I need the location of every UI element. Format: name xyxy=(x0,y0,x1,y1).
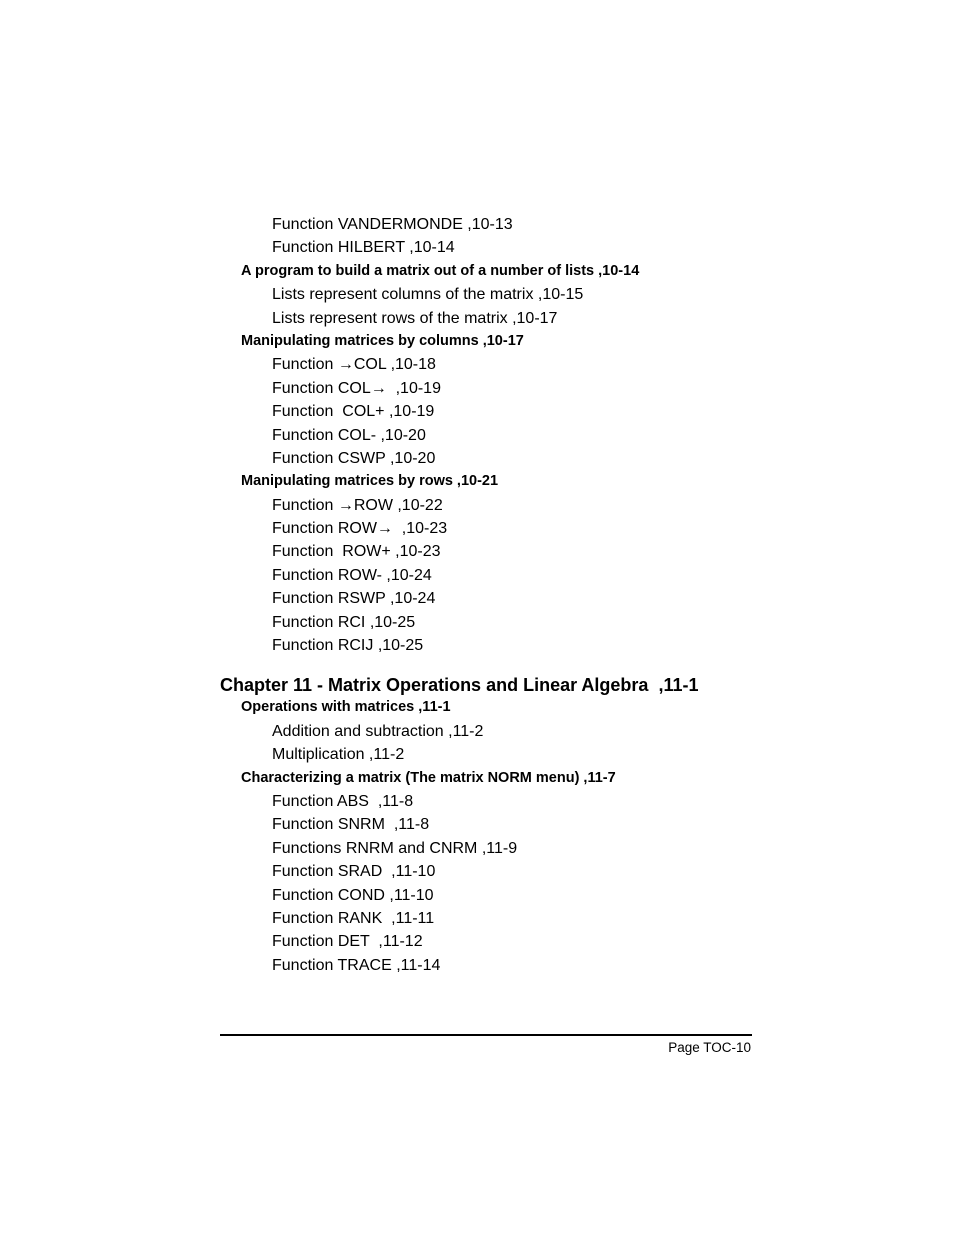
toc-entry[interactable]: Function RCI ,10-25 xyxy=(272,613,416,631)
footer-divider xyxy=(220,1034,752,1036)
toc-entry[interactable]: Function ROW- ,10-24 xyxy=(272,566,432,584)
toc-entry[interactable]: Function COND ,11-10 xyxy=(272,886,434,904)
toc-entry[interactable]: Function SNRM ,11-8 xyxy=(272,816,430,834)
toc-section-heading[interactable]: A program to build a matrix out of a number of lists ,10-14 xyxy=(241,262,640,279)
toc-entry[interactable]: Function →ROW ,10-22 xyxy=(272,496,443,514)
toc-entry[interactable]: Function VANDERMONDE ,10-13 xyxy=(272,216,513,233)
toc-chapter-heading[interactable]: Chapter 11 - Matrix Operations and Linear Algebra ,11-1 xyxy=(220,675,699,696)
toc-entry[interactable]: Function RCIJ ,10-25 xyxy=(272,637,424,655)
toc-section-heading[interactable]: Operations with matrices ,11-1 xyxy=(241,699,451,716)
toc-entry[interactable]: Multiplication ,11-2 xyxy=(272,746,405,764)
toc-entry[interactable]: Function HILBERT ,10-14 xyxy=(272,239,455,257)
toc-entry[interactable]: Function COL- ,10-20 xyxy=(272,426,426,444)
table-of-contents xyxy=(0,213,954,977)
toc-section-heading[interactable]: Manipulating matrices by columns ,10-17 xyxy=(241,332,524,349)
toc-entry[interactable]: Functions RNRM and CNRM ,11-9 xyxy=(272,839,518,857)
toc-section-heading[interactable]: Manipulating matrices by rows ,10-21 xyxy=(241,473,499,490)
toc-entry[interactable]: Function SRAD ,11-10 xyxy=(272,863,436,881)
toc-entry[interactable]: Function ROW+ ,10-23 xyxy=(272,543,441,561)
toc-entry[interactable]: Function ROW→ ,10-23 xyxy=(272,520,448,538)
toc-entry[interactable]: Lists represent rows of the matrix ,10-17 xyxy=(272,309,558,327)
toc-entry[interactable]: Function CSWP ,10-20 xyxy=(272,449,436,467)
toc-section-heading[interactable]: Characterizing a matrix (The matrix NORM menu) ,11-7 xyxy=(241,769,616,786)
toc-entry[interactable]: Function COL+ ,10-19 xyxy=(272,403,435,421)
toc-entry[interactable]: Function RSWP ,10-24 xyxy=(272,590,436,608)
toc-entry[interactable]: Function ABS ,11-8 xyxy=(272,792,414,810)
toc-entry[interactable]: Addition and subtraction ,11-2 xyxy=(272,722,484,740)
toc-entry[interactable]: Function →COL ,10-18 xyxy=(272,356,436,374)
toc-entry[interactable]: Function TRACE ,11-14 xyxy=(272,956,441,974)
toc-entry[interactable]: Lists represent columns of the matrix ,10-15 xyxy=(272,286,584,304)
page-number: Page TOC-10 xyxy=(668,1040,751,1055)
toc-entry[interactable]: Function RANK ,11-11 xyxy=(272,909,435,927)
toc-entry[interactable]: Function COL→ ,10-19 xyxy=(272,379,441,397)
toc-entry[interactable]: Function DET ,11-12 xyxy=(272,933,423,951)
